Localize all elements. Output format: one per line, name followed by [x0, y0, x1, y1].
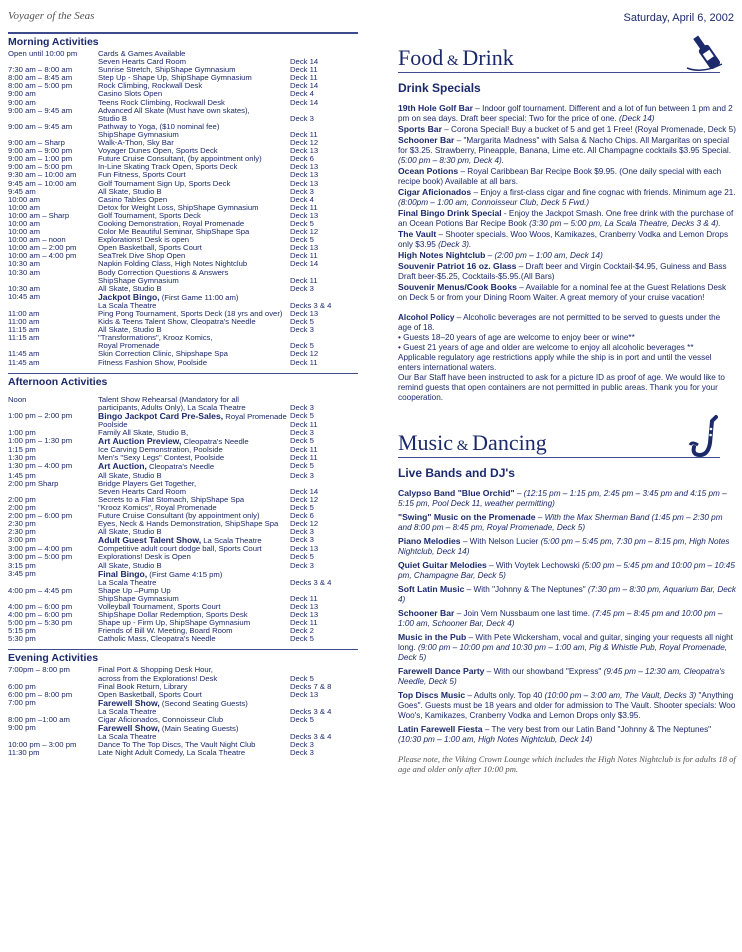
schedule-time: 9:00 am – 9:00 pm: [8, 146, 73, 156]
schedule-activity: ShipShape Gymnasium: [98, 129, 179, 139]
schedule-deck: Deck 3: [290, 560, 314, 570]
schedule-activity: Final Bingo, (First Game 4:15 pm): [98, 568, 223, 579]
schedule-time: 2:30 pm: [8, 527, 36, 537]
schedule-activity: In-Line Skating Track Open, Sports Deck: [98, 162, 238, 172]
schedule-activity: All Skate, Studio B: [98, 186, 162, 196]
schedule-activity: All Skate, Studio B: [98, 325, 162, 335]
schedule-deck: Deck 13: [290, 178, 319, 188]
schedule-deck: Deck 11: [290, 445, 318, 455]
schedule-activity: Bridge Players Get Together,: [98, 478, 197, 488]
schedule-deck: Deck 3: [290, 283, 314, 293]
schedule-activity: "Krooz Komics", Royal Promenade: [98, 502, 217, 512]
schedule-deck: Deck 13: [290, 610, 319, 620]
schedule-deck: Deck 5: [290, 235, 314, 245]
schedule-activity: Secrets to a Flat Stomach, ShipShape Spa: [98, 494, 245, 504]
schedule-time: 10:30 am: [8, 283, 41, 293]
schedule-activity: Future Cruise Consultant, (by appointment only): [98, 154, 262, 164]
schedule-activity: Farewell Show, (Main Seating Guests): [98, 723, 239, 734]
schedule-activity: Cigar Aficionados, Connoisseur Club: [98, 715, 224, 725]
schedule-deck: Deck 12: [290, 138, 319, 148]
schedule-time: 11:30 pm: [8, 748, 40, 758]
schedule-deck: Deck 5: [290, 341, 314, 351]
schedule-deck: Deck 14: [290, 486, 319, 496]
schedule-deck: Deck 12: [290, 519, 319, 529]
schedule-deck: Decks 3 & 4: [290, 577, 332, 587]
special-item: "Swing" Music on the Promenade – With the Max Sherman Band (1:45 pm – 2:30 pm and 8:00 pm – 8:45 pm, Royal Promenade, Deck 5): [398, 512, 723, 532]
schedule-activity: La Scala Theatre: [98, 732, 157, 742]
schedule-time: 10:30 am: [8, 259, 41, 269]
schedule-time: 10:45 am: [8, 291, 41, 301]
schedule-activity: Friends of Bill W. Meeting, Board Room: [98, 626, 233, 636]
evening-title: Evening Activities: [8, 649, 358, 664]
schedule-deck: Deck 13: [290, 309, 319, 318]
ship-name: Voyager of the Seas: [8, 10, 95, 22]
schedule-activity: ShipShape Gymnasium: [98, 275, 179, 285]
schedule-activity: Pathway to Yoga, ($10 nominal fee): [98, 121, 220, 131]
schedule-time: 9:45 am – 10:00 am: [8, 178, 77, 188]
schedule-activity: Adult Guest Talent Show, La Scala Theatre: [98, 535, 262, 546]
schedule-activity: Explorations! Desk is Open: [98, 552, 191, 562]
schedule-activity: Catholic Mass, Cleopatra's Needle: [98, 634, 216, 644]
schedule-time: 10:00 am: [8, 202, 41, 212]
schedule-time: 11:00 am: [8, 317, 40, 327]
schedule-activity: Golf Tournament Sign Up, Sports Deck: [98, 178, 231, 188]
schedule-activity: Royal Promenade: [98, 341, 160, 351]
schedule-activity: Ping Pong Tournament, Sports Deck (18 yrs and over): [98, 309, 283, 318]
schedule-time: 4:00 pm – 6:00 pm: [8, 602, 73, 611]
schedule-activity: La Scala Theatre: [98, 706, 157, 716]
live-bands-list: [398, 488, 736, 748]
schedule-time: 10:00 am: [8, 194, 41, 204]
schedule-activity: across from the Explorations! Desk: [98, 673, 218, 683]
schedule-activity: All Skate, Studio B: [98, 283, 162, 293]
schedule-deck: Deck 13: [290, 602, 319, 611]
schedule-deck: Deck 3: [290, 740, 314, 750]
schedule-deck: Deck 3: [290, 535, 314, 545]
schedule-activity: ShipShape Dollar Redemption, Sports Desk: [98, 610, 248, 620]
schedule-activity: Rock Climbing, Rockwall Desk: [98, 81, 203, 91]
schedule-activity: Family All Skate, Studio B,: [98, 428, 189, 438]
schedule-time: 4:00 pm – 6:00 pm: [8, 610, 73, 620]
schedule-time: 11:45 am: [8, 357, 40, 367]
schedule-time: 10:00 am: [8, 218, 41, 228]
schedule-activity: Explorations! Desk is open: [98, 235, 190, 245]
schedule-row: [8, 691, 358, 699]
schedule-deck: Deck 3: [290, 428, 314, 438]
schedule-time: 9:00 am: [8, 89, 36, 99]
schedule-activity: Farewell Show, (Second Seating Guests): [98, 697, 248, 708]
schedule-activity: Final Port & Shopping Desk Hour,: [98, 665, 213, 675]
schedule-deck: Deck 11: [290, 251, 318, 261]
schedule-time: 3:00 pm: [8, 535, 36, 545]
drink-specials-subhead: Drink Specials: [398, 81, 481, 95]
schedule-activity: Competitive adult court dodge ball, Sports Court: [98, 544, 262, 554]
schedule-deck: Deck 12: [290, 349, 319, 359]
schedule-time: 10:00 am – Sharp: [8, 210, 70, 220]
schedule-time: 1:30 pm – 4:00 pm: [8, 461, 73, 471]
schedule-deck: Deck 5: [290, 317, 314, 327]
schedule-time: 1:00 pm: [8, 428, 36, 438]
schedule-time: 11:15 am: [8, 333, 40, 343]
schedule-row: [8, 749, 358, 757]
schedule-time: 9:00 am – 9:45 am: [8, 121, 73, 131]
schedule-deck: Deck 5: [290, 218, 314, 228]
schedule-time: 2:00 pm: [8, 502, 36, 512]
schedule-activity: Jackpot Bingo, (First Game 11:00 am): [98, 291, 239, 302]
schedule-activity: Seven Hearts Card Room: [98, 57, 187, 67]
schedule-activity: Eyes, Neck & Hands Demonstration, ShipShape Spa: [98, 519, 279, 529]
schedule-row: [8, 285, 358, 293]
schedule-deck: Deck 13: [290, 689, 319, 699]
schedule-activity: Voyager Dunes Open, Sports Deck: [98, 146, 218, 156]
schedule-activity: Men's "Sexy Legs" Contest, Poolside: [98, 453, 225, 463]
schedule-deck: Deck 3: [290, 470, 314, 480]
schedule-activity: "Transformations", Krooz Komics,: [98, 333, 213, 343]
schedule-activity: Ice Carving Demonstration, Poolside: [98, 445, 223, 455]
schedule-time: 11:00 am: [8, 309, 40, 318]
schedule-time: 11:45 am: [8, 349, 40, 359]
schedule-time: 2:30 pm: [8, 519, 36, 529]
schedule-time: 5:30 pm: [8, 634, 36, 644]
wine-bottle-icon: [682, 28, 728, 76]
special-item: The Vault – Shooter specials. Woo Woos, Kamikazes, Cranberry Vodka and Lemon Drops only $3.95 (Deck 3).: [398, 229, 729, 249]
schedule-time: 11:15 am: [8, 325, 40, 335]
schedule-activity: Fun Fitness, Sports Court: [98, 170, 186, 180]
schedule-time: 7:30 am – 8:00 am: [8, 65, 73, 75]
schedule-deck: Deck 11: [290, 129, 318, 139]
schedule-deck: Deck 13: [290, 210, 319, 220]
specials-column: [398, 32, 736, 948]
schedule-row: [8, 716, 358, 724]
special-item: Schooner Bar – "Margarita Madness" with Salsa & Nacho Chips. All Margaritas on special for $3.25. Strawberry, Pineapple, Banana, Lime etc. All Champagne cocktails $3.95 Special. (5:00 pm – 8:30 pm, Deck 4).: [398, 135, 731, 165]
header-bar: [8, 6, 734, 30]
schedule-activity: All Skate, Studio B: [98, 560, 162, 570]
schedule-deck: Deck 3: [290, 113, 314, 123]
schedule-time: 6:00 pm: [8, 681, 36, 691]
schedule-deck: Deck 11: [290, 593, 318, 603]
special-item: Schooner Bar – Join Vern Nussbaum one last time. (7:45 pm – 8:45 pm and 10:00 pm – 1:00 am, Schooner Bar, Deck 4): [398, 608, 723, 628]
schedule-time: 6:00 pm – 8:00 pm: [8, 689, 73, 699]
schedule-time: 9:45 am: [8, 186, 36, 196]
schedule-time: 1:00 pm – 1:30 pm: [8, 436, 73, 446]
schedule-time: Noon: [8, 394, 27, 404]
policy-line: • Guest 21 years of age and older are welcome to enjoy all alcoholic beverages **: [398, 343, 694, 352]
music-dancing-heading: Music & Dancing: [398, 417, 720, 458]
schedule-activity: Future Cruise Consultant (by appointment only): [98, 510, 260, 520]
schedule-deck: Deck 2: [290, 626, 314, 636]
schedule-deck: Deck 11: [290, 419, 318, 429]
schedule-time: 9:00 am: [8, 97, 36, 107]
schedule-activity: Step Up - Shape Up, ShipShape Gymnasium: [98, 73, 252, 83]
schedule-row: [8, 359, 358, 367]
schedule-activity: Body Correction Questions & Answers: [98, 267, 229, 277]
schedule-deck: Deck 11: [290, 453, 318, 463]
schedule-activity: Napkin Folding Class, High Notes Nightclub: [98, 259, 248, 269]
schedule-activity: Shape Up –Pump Up: [98, 585, 171, 595]
schedule-deck: Deck 14: [290, 259, 319, 269]
schedule-time: 9:00 am – 1:00 pm: [8, 154, 73, 164]
schedule-deck: Deck 3: [290, 325, 314, 335]
food-drink-heading: Food & Drink: [398, 32, 720, 73]
schedule-time: 9:00 pm: [8, 723, 36, 733]
special-item: Calypso Band "Blue Orchid" – (12:15 pm – 1:15 pm, 2:45 pm – 3:45 pm and 4:15 pm – 5:15 pm, Pool Deck 11, weather permitting): [398, 488, 727, 508]
policy-line: Applicable regulatory age restrictions apply while the ship is in port and until the vessel enters international waters.: [398, 353, 712, 372]
special-item: Piano Melodies – With Nelson Lucier (5:00 pm – 5:45 pm, 7:30 pm – 8:15 pm, High Notes Nightclub, Deck 14): [398, 536, 730, 556]
special-item: Latin Farewell Fiesta – The very best from our Latin Band "Johnny & The Neptunes" (10:30 pm – 1:00 am, High Notes Nightclub, Deck 14): [398, 724, 712, 744]
schedule-deck: Decks 3 & 4: [290, 300, 332, 310]
schedule-activity: La Scala Theatre: [98, 300, 157, 310]
schedule-time: 1:30 pm: [8, 453, 36, 463]
schedule-time: 3:00 pm – 4:00 pm: [8, 544, 73, 554]
schedule-time: 7:00 pm: [8, 697, 36, 707]
alcohol-policy: Alcohol Policy – Alcoholic beverages are not permitted to be served to guests under the age of 18. • Guests 18–20 years of age are welcome to enjoy beer or wine** • Guest 21 years of age and older are welcome to enjoy all alcoholic beverages ** Applicable regulatory age restrictions apply while the ship is in port and until the vessel enters international waters. Our Bar Staff have been instructed to ask for a picture ID as proof of age. We would like to remind guests that open containers are not permitted in public areas. Thank you for your cooperation.: [398, 313, 736, 403]
special-item: Sports Bar – Corona Special! Buy a bucket of 5 and get 1 Free! (Royal Promenade, Deck 5): [398, 124, 736, 134]
schedule-activity: Open Basketball, Sports Court: [98, 689, 202, 699]
schedule-activity: Walk-A-Thon, Sky Bar: [98, 138, 174, 148]
schedule-activity: participants, Adults Only), La Scala Theatre: [98, 402, 246, 412]
schedule-deck: Deck 11: [290, 357, 318, 367]
schedule-deck: Deck 13: [290, 243, 319, 253]
schedule-deck: Deck 11: [290, 618, 318, 628]
special-item: Music in the Pub – With Pete Wickersham, vocal and guitar, singing your requests all night long. (9:00 pm – 10:00 pm and 10:30 pm – 1:00 am, Pig & Whistle Pub, Royal Promenade, Deck 5): [398, 632, 733, 662]
schedule-time: 9:00 am – Sharp: [8, 138, 65, 148]
special-item: Cigar Aficionados – Enjoy a first-class cigar and fine cognac with friends. Minimum age 21. (8:00pm – 1:00 am, Connoisseur Club, Deck 5 Fwd.): [398, 187, 736, 207]
schedule-activity: Art Auction, Cleopatra's Needle: [98, 461, 215, 472]
activities-column: [8, 32, 358, 948]
schedule-time: 10:00 am – 4:00 pm: [8, 251, 77, 261]
schedule-time: 10:00 am – noon: [8, 235, 66, 245]
schedule-deck: Deck 3: [290, 186, 314, 196]
schedule-activity: Sunrise Stretch, ShipShape Gymnasium: [98, 65, 236, 75]
evening-list: [8, 666, 358, 757]
schedule-deck: Deck 3: [290, 402, 314, 412]
schedule-activity: La Scala Theatre: [98, 577, 157, 587]
schedule-deck: Deck 13: [290, 544, 319, 554]
morning-list: [8, 50, 358, 367]
schedule-activity: Detox for Weight Loss, ShipShape Gymnasium: [98, 202, 259, 212]
schedule-deck: Deck 13: [290, 162, 319, 172]
schedule-activity: Dance To The Top Discs, The Vault Night Club: [98, 740, 256, 750]
schedule-activity: Skin Correction Clinic, Shipshape Spa: [98, 349, 228, 359]
schedule-deck: Decks 3 & 4: [290, 706, 332, 716]
schedule-time: 5:15 pm: [8, 626, 36, 636]
schedule-deck: Deck 11: [290, 73, 318, 83]
schedule-deck: Deck 5: [290, 634, 314, 644]
schedule-deck: Deck 5: [290, 436, 314, 446]
afternoon-list: [8, 396, 358, 644]
schedule-activity: All Skate, Studio B: [98, 527, 162, 537]
schedule-deck: Deck 5: [290, 673, 314, 683]
schedule-activity: SeaTrek Dive Shop Open: [98, 251, 186, 261]
schedule-activity: Art Auction Preview, Cleopatra's Needle: [98, 436, 249, 447]
schedule-deck: Deck 5: [290, 552, 314, 562]
schedule-deck: Deck 6: [290, 510, 314, 520]
schedule-deck: Deck 14: [290, 97, 319, 107]
schedule-time: 8:00 pm –1:00 am: [8, 715, 70, 725]
schedule-activity: All Skate, Studio B: [98, 470, 162, 480]
schedule-deck: Deck 14: [290, 57, 319, 67]
schedule-activity: Kids & Teens Talent Show, Cleopatra's Needle: [98, 317, 256, 327]
schedule-deck: Deck 5: [290, 410, 314, 420]
saxophone-icon: [682, 413, 728, 463]
schedule-deck: Deck 3: [290, 748, 314, 758]
schedule-deck: Deck 13: [290, 170, 319, 180]
schedule-activity: Advanced All Skate (Must have own skates),: [98, 105, 250, 115]
schedule-deck: Deck 11: [290, 275, 318, 285]
live-bands-subhead: Live Bands and DJ's: [398, 466, 515, 480]
special-item: Soft Latin Music – With "Johnny & The Neptunes" (7:30 pm – 8:30 pm, Aquarium Bar, Deck 4): [398, 584, 736, 604]
morning-title: Morning Activities: [8, 32, 358, 48]
schedule-time: 2:00 pm: [8, 494, 36, 504]
schedule-time: Open until 10:00 pm: [8, 49, 78, 58]
schedule-deck: Decks 7 & 8: [290, 681, 332, 691]
viking-crown-note: Please note, the Viking Crown Lounge which includes the High Notes Nightclub is for adults 18 of age and older only after 10:00 pm.: [398, 754, 736, 774]
schedule-time: 4:00 pm – 4:45 pm: [8, 585, 73, 595]
schedule-time: 9:30 am – 10:00 am: [8, 170, 77, 180]
special-item: Farewell Dance Party – With our showband "Express" (9:45 pm – 12:30 am, Cleopatra's Needle, Deck 5): [398, 666, 725, 686]
special-item: Souvenir Menus/Cook Books – Available for a nominal fee at the Guest Relations Desk on Deck 5 or from your Dining Room Waiter. A great memory of your cruise vacation!: [398, 282, 727, 302]
schedule-activity: Late Night Adult Comedy, La Scala Theatre: [98, 748, 246, 758]
special-item: Ocean Potions – Royal Caribbean Bar Recipe Book $9.95. (One daily special with each recipe book) Available at all bars.: [398, 166, 722, 186]
afternoon-title: Afternoon Activities: [8, 373, 358, 388]
schedule-activity: Poolside: [98, 419, 128, 429]
special-item: Top Discs Music – Adults only. Top 40 (10:00 pm – 3:00 am, The Vault, Decks 3) "Anything Goes". Guests must be 18 years and older for admission to The Vault. Shooter specials: Woo Woo's, Kamikazes, Cranberry Vodka and Lemon Drops only $3.95.: [398, 690, 736, 720]
schedule-time: 3:15 pm: [8, 560, 36, 570]
drink-specials-list: [398, 103, 736, 303]
schedule-time: 9:00 am – 9:45 am: [8, 105, 73, 115]
schedule-time: 8:00 am – 8:45 am: [8, 73, 73, 83]
schedule-time: 10:00 am: [8, 227, 41, 237]
special-item: Souvenir Patriot 16 oz. Glass – Draft beer and Virgin Cocktail-$4.95, Guiness and Bass Draft beer-$5.25, Cocktails-$5.95.(All Bars): [398, 261, 727, 281]
schedule-deck: Deck 11: [290, 202, 318, 212]
schedule-activity: Color Me Beautiful Seminar, ShipShape Spa: [98, 227, 250, 237]
schedule-activity: Golf Tournament, Sports Deck: [98, 210, 201, 220]
schedule-activity: Teens Rock Climbing, Rockwall Desk: [98, 97, 225, 107]
schedule-time: 8:00 am – 5:00 pm: [8, 81, 73, 91]
schedule-deck: Deck 5: [290, 715, 314, 725]
schedule-time: 5:00 pm – 5:30 pm: [8, 618, 73, 628]
schedule-time: 1:00 pm – 2:00 pm: [8, 410, 73, 420]
schedule-deck: Deck 3: [290, 527, 314, 537]
schedule-deck: Deck 6: [290, 154, 314, 164]
schedule-row: [8, 562, 358, 570]
schedule-activity: Volleyball Tournament, Sports Court: [98, 602, 221, 611]
special-item: Quiet Guitar Melodies – With Voytek Lechowski (5:00 pm – 5:45 pm and 10:00 pm – 10:45 pm, Champagne Bar, Deck 5): [398, 560, 735, 580]
schedule-deck: Deck 13: [290, 146, 319, 156]
schedule-time: 7:00pm – 8:00 pm: [8, 665, 70, 675]
schedule-activity: Cards & Games Available: [98, 49, 186, 58]
schedule-activity: Talent Show Rehearsal (Mandatory for all: [98, 394, 240, 404]
schedule-time: 3:00 pm – 5:00 pm: [8, 552, 73, 562]
schedule-activity: Casino Tables Open: [98, 194, 168, 204]
schedule-activity: Casino Slots Open: [98, 89, 163, 99]
schedule-time: 2:00 pm – 6:00 pm: [8, 510, 73, 520]
schedule-time: 3:45 pm: [8, 568, 36, 578]
policy-line: Our Bar Staff have been instructed to ask for a picture ID as proof of age. We would like to remind guests that open containers are not permitted in public areas. Thank you for your cooperation.: [398, 373, 725, 402]
schedule-deck: Decks 3 & 4: [290, 732, 332, 742]
schedule-time: 2:00 pm Sharp: [8, 478, 59, 488]
schedule-deck: Deck 12: [290, 227, 319, 237]
schedule-activity: Seven Hearts Card Room: [98, 486, 187, 496]
schedule-activity: Fitness Fashion Show, Poolside: [98, 357, 207, 367]
special-item: High Notes Nightclub – (2:00 pm – 1:00 am, Deck 14): [398, 250, 603, 260]
schedule-activity: Studio B: [98, 113, 128, 123]
schedule-activity: Shape up - Firm Up, ShipShape Gymnasium: [98, 618, 251, 628]
schedule-time: 9:00 am – 5:00 pm: [8, 162, 73, 172]
special-item: 19th Hole Golf Bar – Indoor golf tournament. Different and a lot of fun between 1 pm and 2 pm on sea days. Draft beer special: Two for the price of one. (Deck 14): [398, 103, 733, 123]
schedule-time: 10:30 am: [8, 267, 41, 277]
special-item: Final Bingo Drink Special - Enjoy the Jackpot Smash. One free drink with the purchase of an Ocean Potions Bar Recipe Book (3:30 pm – 5:00 pm, La Scala Theatre, Decks 3 & 4).: [398, 208, 734, 228]
schedule-deck: Deck 5: [290, 461, 314, 471]
schedule-time: 1:15 pm: [8, 445, 36, 455]
schedule-time: 1:45 pm: [8, 470, 36, 480]
schedule-activity: Bingo Jackpot Card Pre-Sales, Royal Promenade: [98, 410, 287, 421]
schedule-deck: Deck 14: [290, 81, 319, 91]
schedule-activity: Open Basketball, Sports Court: [98, 243, 202, 253]
policy-line: • Guests 18–20 years of age are welcome to enjoy beer or wine**: [398, 333, 635, 342]
schedule-deck: Deck 12: [290, 494, 319, 504]
schedule-row: [8, 635, 358, 643]
schedule-deck: Deck 4: [290, 194, 314, 204]
schedule-activity: Final Book Return, Library: [98, 681, 188, 691]
schedule-activity: Cooking Demonstration, Royal Promenade: [98, 218, 245, 228]
schedule-deck: Deck 4: [290, 89, 314, 99]
schedule-activity: ShipShape Gymnasium: [98, 593, 179, 603]
schedule-deck: Deck 5: [290, 502, 314, 512]
schedule-time: 10:00 am – 2:00 pm: [8, 243, 77, 253]
schedule-deck: Deck 11: [290, 65, 318, 75]
date-label: Saturday, April 6, 2002: [623, 12, 734, 24]
schedule-time: 10:00 pm – 3:00 pm: [8, 740, 77, 750]
